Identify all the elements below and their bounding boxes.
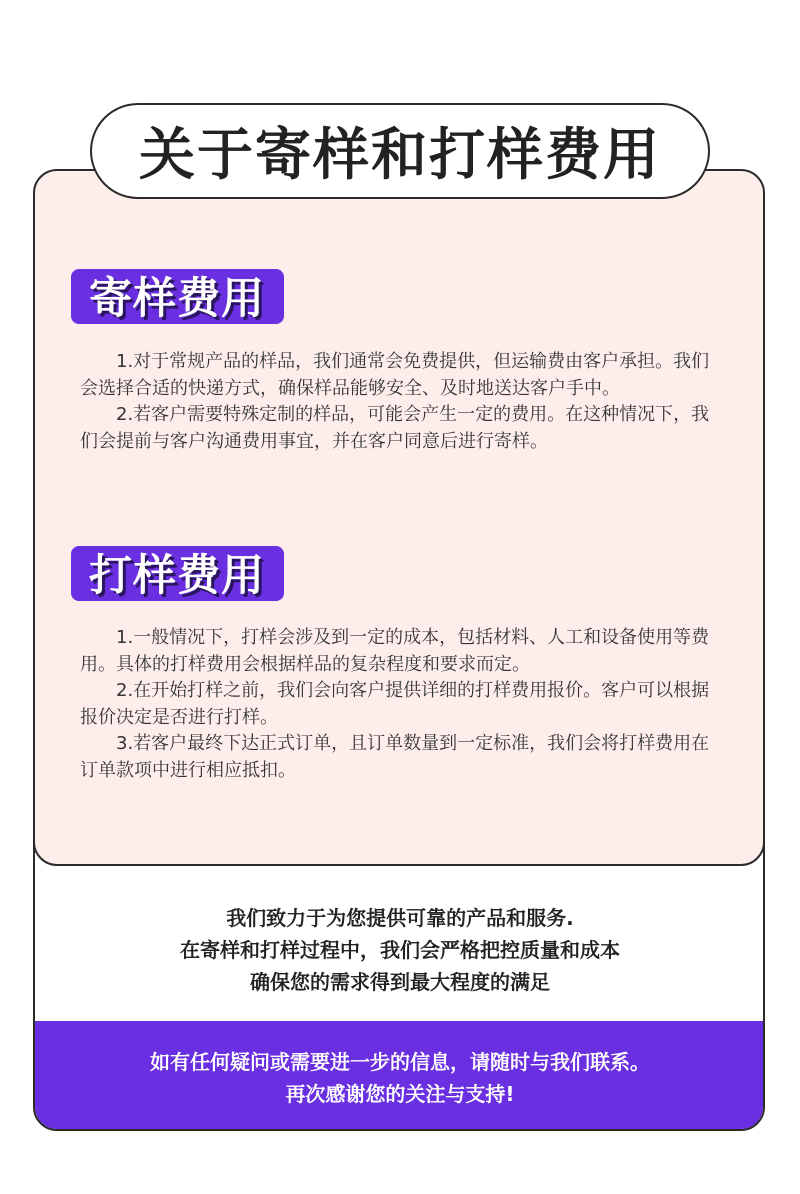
contact-text <box>0 1046 800 1110</box>
commitment-line: 我们致力于为您提供可靠的产品和服务. <box>226 906 574 930</box>
paragraph: 1.对于常规产品的样品，我们通常会免费提供，但运输费由客户承担。我们会选择合适的快递方式，确保样品能够安全、及时地送达客户手中。 <box>80 351 710 399</box>
commitment-text <box>0 902 800 998</box>
page-title-pill <box>90 103 710 199</box>
thanks-line: 再次感谢您的关注与支持! <box>285 1082 515 1106</box>
section-heading-shipping <box>71 269 284 324</box>
paragraph: 1.一般情况下，打样会涉及到一定的成本，包括材料、人工和设备使用等费用。具体的打样费用会根据样品的复杂程度和要求而定。 <box>80 627 710 675</box>
commitment-line: 确保您的需求得到最大程度的满足 <box>250 970 550 994</box>
paragraph: 3.若客户最终下达正式订单，且订单数量到一定标准，我们会将打样费用在订单款项中进行相应抵扣。 <box>80 733 710 781</box>
page-title: 关于寄样和打样费用 <box>139 123 661 188</box>
shipping-fee-text <box>80 349 720 455</box>
section-heading-text: 寄样费用 <box>89 274 265 324</box>
sampling-fee-text <box>80 625 720 784</box>
contact-line: 如有任何疑问或需要进一步的信息，请随时与我们联系。 <box>150 1050 650 1074</box>
paragraph: 2.在开始打样之前，我们会向客户提供详细的打样费用报价。客户可以根据报价决定是否进行打样。 <box>80 680 710 728</box>
section-heading-text: 打样费用 <box>89 551 265 601</box>
paragraph: 2.若客户需要特殊定制的样品，可能会产生一定的费用。在这种情况下，我们会提前与客户沟通费用事宜，并在客户同意后进行寄样。 <box>80 404 710 452</box>
section-heading-sampling <box>71 546 284 601</box>
commitment-line: 在寄样和打样过程中，我们会严格把控质量和成本 <box>180 938 620 962</box>
